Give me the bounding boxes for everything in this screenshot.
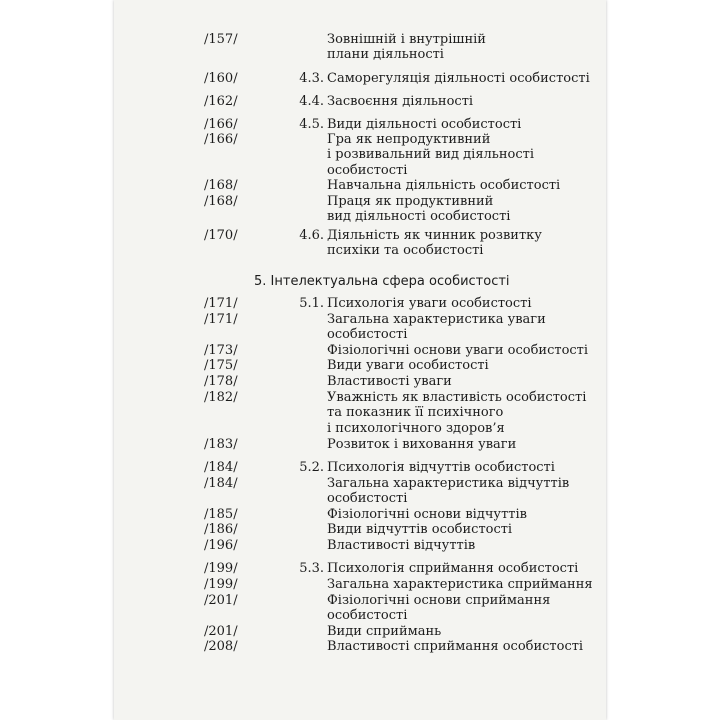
- toc-title-line: плани діяльності: [327, 47, 444, 63]
- toc-title-line: Загальна характеристика уваги: [327, 312, 546, 327]
- toc-title: [327, 390, 597, 436]
- toc-title: [327, 117, 597, 132]
- toc-title: [327, 132, 597, 178]
- toc-page-number: /168/: [204, 178, 238, 193]
- toc-title-line: особистості: [327, 327, 408, 343]
- toc-page-number: /178/: [204, 374, 238, 389]
- toc-page-number: /201/: [204, 593, 238, 608]
- toc-title-line: особистості: [327, 491, 408, 507]
- toc-page-number: /168/: [204, 194, 238, 209]
- toc-title-line: Психологія уваги особистості: [327, 296, 532, 311]
- section-heading: 5. Інтелектуальна сфера особистості: [254, 274, 510, 289]
- table-of-contents: [114, 0, 606, 720]
- toc-title-line: Психологія сприймання особистості: [327, 561, 579, 576]
- toc-title: [327, 358, 597, 373]
- toc-section-number: 4.3.: [299, 71, 324, 86]
- toc-page-number: /208/: [204, 639, 238, 654]
- toc-title: [327, 538, 597, 553]
- toc-section-number: 5.1.: [299, 296, 324, 311]
- toc-page-number: /157/: [204, 32, 238, 47]
- toc-title-line: Фізіологічні основи сприймання: [327, 593, 551, 608]
- toc-title: [327, 460, 597, 475]
- toc-title-line: Властивості сприймання особистості: [327, 639, 584, 654]
- toc-page-number: /201/: [204, 624, 238, 639]
- toc-title-line: Діяльність як чинник розвитку: [327, 228, 542, 243]
- toc-title-line: особистості: [327, 162, 408, 178]
- toc-title: [327, 476, 597, 507]
- toc-title: [327, 561, 597, 576]
- toc-section-number: 4.6.: [299, 228, 324, 243]
- toc-title: [327, 639, 597, 654]
- toc-page-number: /183/: [204, 437, 238, 452]
- toc-title-line: Фізіологічні основи уваги особистості: [327, 343, 589, 358]
- toc-title-line: Засвоєння діяльності: [327, 94, 474, 109]
- toc-page-number: /182/: [204, 390, 238, 405]
- toc-title: [327, 374, 597, 389]
- toc-title-line: Уважність як властивість особистості: [327, 390, 587, 405]
- toc-page-number: /199/: [204, 561, 238, 576]
- toc-page-number: /186/: [204, 522, 238, 537]
- toc-title-line: Психологія відчуттів особистості: [327, 460, 555, 475]
- toc-page-number: /170/: [204, 228, 238, 243]
- toc-title-line: Фізіологічні основи відчуттів: [327, 507, 527, 522]
- toc-title-line: Властивості уваги: [327, 374, 452, 389]
- toc-title-line: і розвивальний вид діяльності: [327, 147, 534, 163]
- toc-title-line: та показник її психічного: [327, 405, 504, 421]
- toc-title: [327, 624, 597, 639]
- toc-page-number: /196/: [204, 538, 238, 553]
- toc-page-number: /184/: [204, 476, 238, 491]
- toc-page-number: /171/: [204, 312, 238, 327]
- toc-page-number: /166/: [204, 132, 238, 147]
- toc-title: [327, 194, 597, 225]
- toc-title-line: вид діяльності особистості: [327, 209, 511, 225]
- toc-title-line: особистості: [327, 608, 408, 624]
- toc-page-number: /162/: [204, 94, 238, 109]
- toc-title-line: Види діяльності особистості: [327, 117, 522, 132]
- toc-title: [327, 94, 597, 109]
- toc-title-line: Зовнішній і внутрішній: [327, 32, 486, 47]
- toc-title-line: Саморегуляція діяльності особистості: [327, 71, 590, 86]
- toc-page-number: /173/: [204, 343, 238, 358]
- toc-title-line: і психологічного здоров’я: [327, 420, 505, 436]
- toc-title: [327, 593, 597, 624]
- toc-title: [327, 178, 597, 193]
- toc-title: [327, 343, 597, 358]
- toc-title-line: Загальна характеристика відчуттів: [327, 476, 570, 491]
- toc-page-number: /166/: [204, 117, 238, 132]
- toc-title-line: Праця як продуктивний: [327, 194, 494, 209]
- toc-title-line: Види відчуттів особистості: [327, 522, 513, 537]
- toc-section-number: 5.3.: [299, 561, 324, 576]
- toc-title: [327, 71, 597, 86]
- toc-page-number: /171/: [204, 296, 238, 311]
- book-page: [114, 0, 606, 720]
- toc-title-line: Властивості відчуттів: [327, 538, 476, 553]
- toc-section-number: 4.5.: [299, 117, 324, 132]
- toc-page-number: /175/: [204, 358, 238, 373]
- toc-page-number: /160/: [204, 71, 238, 86]
- toc-title-line: Види сприймань: [327, 624, 442, 639]
- toc-title: [327, 32, 597, 63]
- toc-title: [327, 437, 597, 452]
- toc-title-line: Види уваги особистості: [327, 358, 489, 373]
- toc-title: [327, 577, 597, 592]
- toc-title-line: Загальна характеристика сприймання: [327, 577, 593, 592]
- toc-title: [327, 507, 597, 522]
- toc-section-number: 5.2.: [299, 460, 324, 475]
- toc-page-number: /184/: [204, 460, 238, 475]
- toc-title-line: Гра як непродуктивний: [327, 132, 491, 147]
- toc-title: [327, 312, 597, 343]
- toc-page-number: /185/: [204, 507, 238, 522]
- toc-title-line: Розвиток і виховання уваги: [327, 437, 517, 452]
- toc-title: [327, 522, 597, 537]
- toc-page-number: /199/: [204, 577, 238, 592]
- toc-title-line: Навчальна діяльність особистості: [327, 178, 561, 193]
- toc-section-number: 4.4.: [299, 94, 324, 109]
- toc-title: [327, 296, 597, 311]
- toc-title: [327, 228, 597, 259]
- toc-title-line: психіки та особистості: [327, 243, 484, 259]
